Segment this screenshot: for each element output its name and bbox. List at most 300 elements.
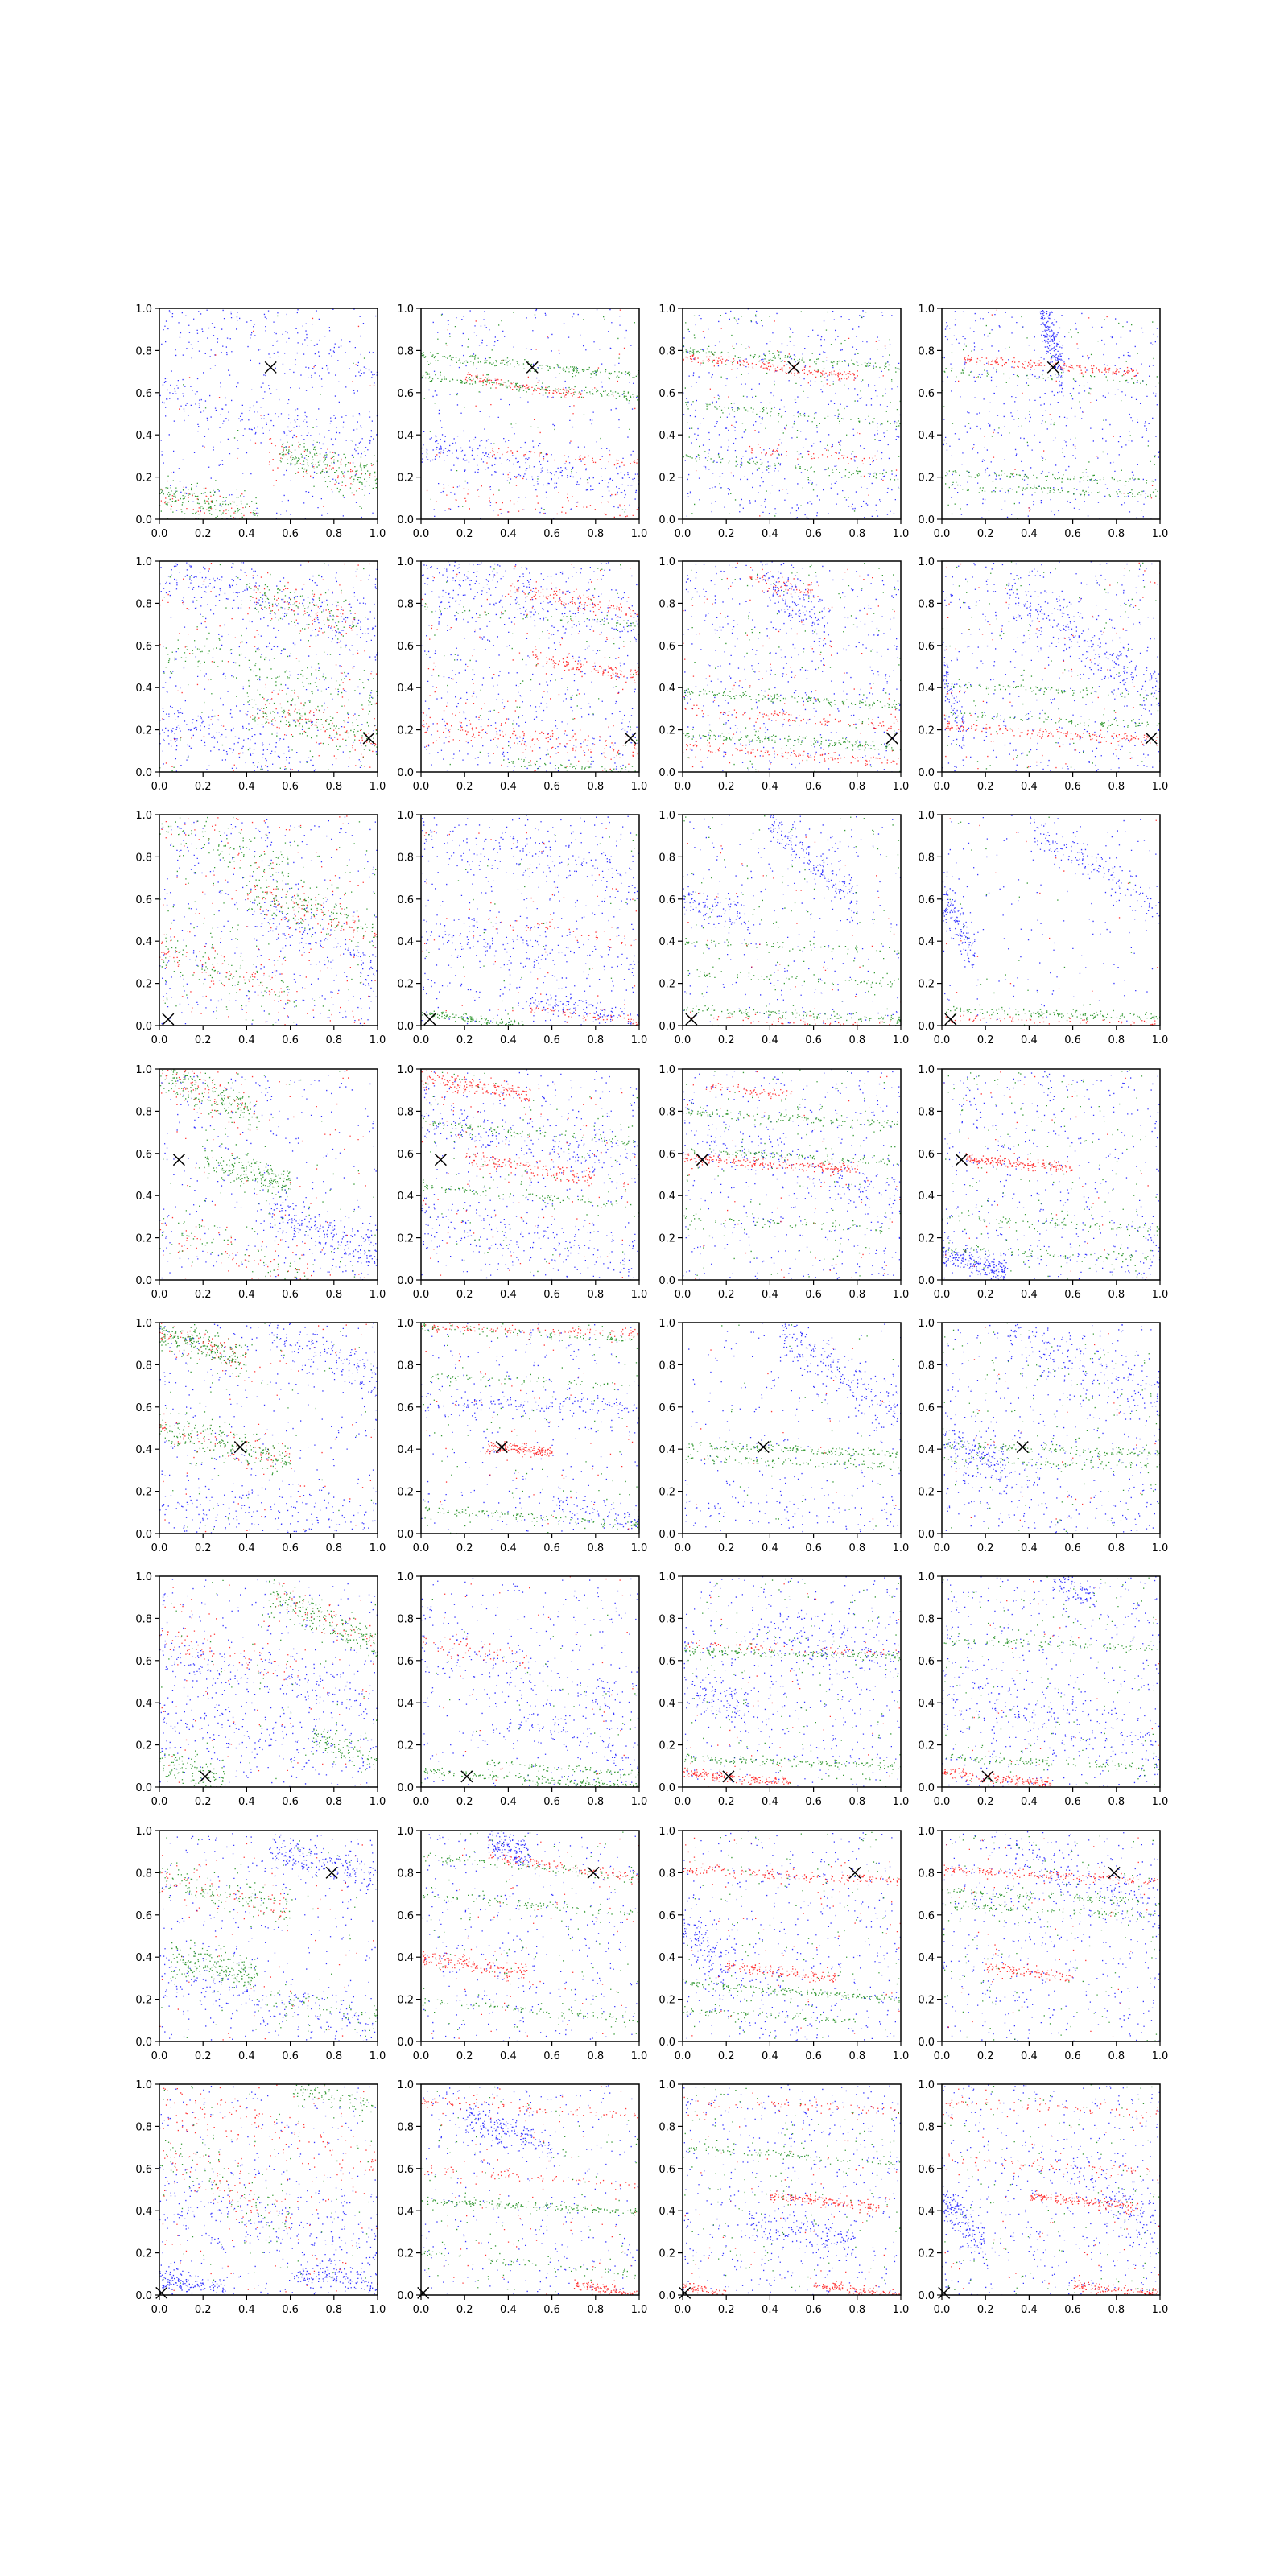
blue-point-series: [942, 1831, 1161, 2042]
y-tick-label: 0.4: [658, 936, 675, 949]
y-tick-label: 1.0: [135, 2079, 152, 2091]
y-tick-label: 0.2: [918, 978, 935, 991]
x-tick-label: 0.6: [543, 2050, 560, 2062]
y-tick-label: 0.6: [135, 1402, 152, 1414]
x-tick-label: 0.4: [500, 1542, 517, 1554]
blue-point-series: [159, 1323, 378, 1534]
y-tick-label: 0.8: [135, 1868, 152, 1880]
y-tick-label: 0.2: [918, 2248, 935, 2260]
subplot: [397, 1826, 647, 2062]
y-tick-label: 0.6: [135, 1909, 152, 1922]
axes-frame: [159, 561, 378, 772]
green-point-series: [423, 1831, 641, 2035]
x-tick-label: 0.6: [805, 1796, 822, 1808]
y-tick-label: 0.4: [397, 936, 414, 949]
x-tick-label: 0.0: [674, 2050, 691, 2062]
x-tick-label: 0.2: [456, 1542, 473, 1554]
blue-point-series: [683, 815, 901, 1026]
y-tick-label: 1.0: [658, 1318, 675, 1330]
scatter-points: [683, 561, 902, 773]
y-tick-label: 0.0: [658, 1275, 675, 1287]
subplot: [918, 2079, 1168, 2316]
x-tick-label: 0.8: [1108, 1289, 1125, 1301]
x-tick-label: 0.4: [238, 528, 255, 540]
y-tick-label: 0.0: [918, 2037, 935, 2049]
green-point-series: [943, 1576, 1161, 1785]
y-tick-label: 0.0: [397, 2037, 414, 2049]
scatter-points: [159, 309, 378, 521]
x-tick-label: 0.0: [674, 781, 691, 793]
y-tick-label: 0.2: [135, 1486, 152, 1499]
x-tick-label: 0.4: [762, 1034, 778, 1046]
green-point-series: [686, 1324, 902, 1526]
y-tick-label: 1.0: [397, 1826, 414, 1838]
y-tick-label: 0.6: [135, 894, 152, 906]
axes-frame: [683, 2084, 901, 2295]
scatter-points: [421, 1323, 640, 1534]
y-tick-label: 1.0: [918, 1318, 935, 1330]
y-tick-label: 0.8: [397, 598, 414, 611]
y-tick-label: 0.6: [397, 1909, 414, 1922]
x-tick-label: 0.4: [762, 1542, 778, 1554]
scatter-points: [159, 1833, 378, 2042]
x-tick-label: 0.4: [762, 1289, 778, 1301]
x-tick-label: 1.0: [892, 781, 910, 793]
x-tick-label: 0.6: [805, 528, 822, 540]
x-tick-label: 0.0: [412, 2050, 430, 2062]
x-tick-label: 0.0: [933, 781, 951, 793]
y-tick-label: 0.0: [658, 767, 675, 779]
green-point-series: [421, 312, 640, 513]
y-tick-label: 0.8: [918, 852, 935, 865]
axes-frame: [421, 1831, 639, 2041]
y-tick-label: 0.2: [658, 1994, 675, 2007]
x-tick-label: 0.8: [848, 1289, 866, 1301]
x-tick-label: 0.4: [238, 2050, 255, 2062]
red-point-series: [159, 1583, 374, 1785]
subplot: [918, 1826, 1168, 2062]
green-point-series: [683, 312, 902, 517]
y-tick-label: 0.8: [397, 852, 414, 865]
y-tick-label: 0.2: [135, 724, 152, 737]
x-tick-label: 0.0: [674, 1034, 691, 1046]
y-tick-label: 1.0: [658, 1064, 675, 1076]
x-tick-label: 0.2: [194, 2304, 212, 2316]
y-tick-label: 0.4: [397, 1698, 414, 1711]
y-tick-label: 0.6: [918, 894, 935, 906]
x-tick-label: 0.0: [151, 1542, 168, 1554]
x-tick-label: 0.2: [976, 1289, 994, 1301]
axes-frame: [683, 815, 901, 1026]
y-tick-label: 0.4: [918, 683, 935, 696]
y-tick-label: 0.0: [397, 767, 414, 779]
axes-frame: [421, 1576, 639, 1787]
y-tick-label: 0.4: [135, 430, 152, 443]
axes-frame: [159, 1831, 378, 2041]
axes-frame: [683, 1831, 901, 2041]
scatter-points: [421, 1576, 640, 1788]
x-marker: [326, 1867, 337, 1878]
x-marker: [588, 1867, 599, 1878]
x-tick-label: 0.6: [543, 1289, 560, 1301]
scatter-points: [683, 2084, 902, 2296]
x-tick-label: 0.4: [238, 1796, 255, 1808]
y-tick-label: 0.2: [658, 472, 675, 485]
scatter-points: [159, 561, 378, 773]
x-tick-label: 0.6: [282, 781, 299, 793]
y-tick-label: 0.2: [397, 978, 414, 991]
x-marker: [418, 2287, 429, 2298]
y-tick-label: 0.2: [658, 724, 675, 737]
x-tick-label: 0.4: [1021, 1289, 1038, 1301]
x-tick-label: 0.2: [194, 1034, 212, 1046]
y-tick-label: 0.6: [658, 1909, 675, 1922]
subplot: [658, 303, 909, 540]
x-tick-label: 0.2: [717, 781, 735, 793]
y-tick-label: 0.8: [658, 345, 675, 358]
x-tick-label: 0.0: [933, 2050, 951, 2062]
green-point-series: [942, 2084, 1159, 2295]
y-tick-label: 0.4: [135, 683, 152, 696]
x-marker: [686, 1013, 697, 1025]
y-tick-label: 0.0: [918, 514, 935, 526]
x-tick-label: 1.0: [369, 2304, 386, 2316]
axes-frame: [683, 308, 901, 519]
y-tick-label: 0.4: [918, 1952, 935, 1965]
axes-frame: [159, 1323, 378, 1534]
x-tick-label: 0.6: [805, 2050, 822, 2062]
subplot: [397, 556, 647, 793]
green-point-series: [160, 1579, 379, 1787]
green-point-series: [943, 1323, 1161, 1532]
y-tick-label: 0.6: [658, 1402, 675, 1414]
y-tick-label: 0.4: [135, 1952, 152, 1965]
y-tick-label: 1.0: [397, 556, 414, 568]
scatter-points: [683, 1576, 902, 1788]
x-tick-label: 0.0: [933, 1796, 951, 1808]
green-point-series: [421, 2087, 638, 2292]
subplot: [918, 556, 1168, 793]
y-tick-label: 0.8: [397, 1613, 414, 1626]
y-tick-label: 0.2: [135, 978, 152, 991]
blue-point-series: [421, 1578, 639, 1786]
y-tick-label: 0.2: [658, 1232, 675, 1245]
y-tick-label: 0.4: [918, 1698, 935, 1711]
y-tick-label: 1.0: [397, 1318, 414, 1330]
x-tick-label: 0.8: [587, 781, 605, 793]
x-tick-label: 0.8: [325, 1542, 343, 1554]
blue-point-series: [159, 1071, 378, 1280]
subplot: [135, 1571, 386, 1808]
x-tick-label: 0.6: [1064, 781, 1081, 793]
scatter-points: [942, 815, 1161, 1026]
x-tick-label: 0.8: [848, 781, 866, 793]
x-tick-label: 1.0: [630, 1542, 648, 1554]
y-tick-label: 0.6: [918, 1148, 935, 1161]
y-tick-label: 1.0: [918, 1571, 935, 1583]
y-tick-label: 0.6: [658, 2163, 675, 2176]
x-tick-label: 0.2: [717, 2050, 735, 2062]
y-tick-label: 1.0: [135, 303, 152, 316]
x-marker: [163, 1013, 174, 1025]
y-tick-label: 1.0: [918, 1064, 935, 1076]
scatter-points: [159, 1323, 378, 1534]
x-tick-label: 0.6: [282, 2304, 299, 2316]
x-tick-label: 0.6: [805, 1542, 822, 1554]
y-tick-label: 0.6: [397, 1148, 414, 1161]
x-marker: [758, 1442, 769, 1453]
subplot: [918, 1064, 1168, 1301]
x-tick-label: 0.6: [543, 1034, 560, 1046]
x-tick-label: 0.4: [238, 781, 255, 793]
y-tick-label: 0.8: [135, 1613, 152, 1626]
x-tick-label: 0.2: [194, 1796, 212, 1808]
y-tick-label: 0.0: [658, 514, 675, 526]
y-tick-label: 0.0: [397, 1275, 414, 1287]
y-tick-label: 0.6: [397, 387, 414, 400]
subplot: [658, 1826, 909, 2062]
x-marker: [363, 733, 374, 744]
x-tick-label: 0.0: [151, 1289, 168, 1301]
y-tick-label: 0.4: [135, 936, 152, 949]
x-tick-label: 0.4: [762, 528, 778, 540]
scatter-points: [683, 308, 902, 519]
x-tick-label: 1.0: [1151, 1542, 1169, 1554]
blue-point-series: [160, 1833, 378, 2042]
x-tick-label: 1.0: [630, 2304, 648, 2316]
subplot: [658, 1571, 909, 1808]
y-tick-label: 0.6: [658, 1655, 675, 1668]
y-tick-label: 0.4: [397, 683, 414, 696]
x-tick-label: 0.6: [282, 2050, 299, 2062]
y-tick-label: 0.4: [135, 2206, 152, 2219]
scatter-points: [422, 1831, 640, 2041]
x-tick-label: 0.8: [1108, 781, 1125, 793]
scatter-points: [159, 1579, 378, 1788]
x-tick-label: 0.2: [976, 2304, 994, 2316]
blue-point-series: [942, 1576, 1161, 1788]
y-tick-label: 0.0: [658, 2037, 675, 2049]
x-tick-label: 0.8: [325, 1289, 343, 1301]
x-tick-label: 0.8: [587, 1289, 605, 1301]
subplot: [135, 1318, 386, 1554]
y-tick-label: 0.0: [918, 2290, 935, 2302]
y-tick-label: 0.8: [135, 598, 152, 611]
blue-point-series: [683, 308, 901, 519]
y-tick-label: 0.6: [397, 1655, 414, 1668]
x-tick-label: 0.4: [238, 1289, 255, 1301]
blue-point-series: [683, 1831, 901, 2041]
y-tick-label: 0.4: [918, 2206, 935, 2219]
y-tick-label: 0.6: [918, 1402, 935, 1414]
y-tick-label: 0.4: [918, 430, 935, 443]
y-tick-label: 0.2: [397, 2248, 414, 2260]
blue-point-series: [423, 1831, 640, 2041]
y-tick-label: 0.2: [397, 724, 414, 737]
y-tick-label: 0.8: [918, 1613, 935, 1626]
blue-point-series: [159, 562, 378, 773]
x-marker: [886, 733, 898, 744]
y-tick-label: 0.0: [135, 1782, 152, 1794]
x-tick-label: 0.6: [543, 528, 560, 540]
red-point-series: [683, 1071, 901, 1279]
x-tick-label: 0.2: [976, 528, 994, 540]
subplot: [658, 556, 909, 793]
x-tick-label: 0.4: [1021, 2050, 1038, 2062]
x-tick-label: 0.4: [500, 1034, 517, 1046]
x-marker: [945, 1013, 956, 1025]
x-tick-label: 0.8: [587, 2050, 605, 2062]
y-tick-label: 1.0: [658, 1571, 675, 1583]
red-point-series: [159, 561, 377, 772]
y-tick-label: 0.0: [658, 1529, 675, 1541]
x-tick-label: 0.8: [848, 1796, 866, 1808]
x-tick-label: 0.6: [543, 1542, 560, 1554]
blue-point-series: [421, 2085, 638, 2294]
x-tick-label: 0.8: [325, 528, 343, 540]
x-tick-label: 0.4: [500, 528, 517, 540]
x-tick-label: 0.8: [325, 1034, 343, 1046]
y-tick-label: 0.0: [135, 1529, 152, 1541]
y-tick-label: 0.2: [397, 1740, 414, 1752]
y-tick-label: 0.4: [918, 1444, 935, 1457]
x-tick-label: 0.6: [805, 2304, 822, 2316]
red-point-series: [161, 318, 379, 519]
green-point-series: [159, 1323, 372, 1530]
x-tick-label: 0.6: [1064, 2050, 1081, 2062]
y-tick-label: 0.0: [135, 1021, 152, 1033]
y-tick-label: 0.0: [397, 1782, 414, 1794]
subplot: [658, 1064, 909, 1301]
scatter-points: [421, 561, 640, 773]
x-marker: [173, 1154, 184, 1166]
x-tick-label: 0.2: [194, 1289, 212, 1301]
x-tick-label: 0.6: [1064, 1796, 1081, 1808]
y-tick-label: 0.2: [135, 472, 152, 485]
x-tick-label: 1.0: [369, 1542, 386, 1554]
y-tick-label: 1.0: [135, 556, 152, 568]
x-tick-label: 1.0: [369, 781, 386, 793]
subplot: [658, 1318, 909, 1554]
subplot: [918, 1318, 1168, 1554]
x-tick-label: 0.4: [762, 1796, 778, 1808]
y-tick-label: 1.0: [397, 1064, 414, 1076]
y-tick-label: 0.6: [658, 640, 675, 653]
y-tick-label: 0.6: [397, 2163, 414, 2176]
y-tick-label: 0.2: [397, 1232, 414, 1245]
green-point-series: [422, 834, 637, 1026]
x-marker: [526, 361, 538, 373]
y-tick-label: 0.8: [397, 1106, 414, 1119]
scatter-points: [421, 309, 640, 520]
subplot: [658, 2079, 909, 2316]
y-tick-label: 0.2: [918, 1486, 935, 1499]
blue-point-series: [159, 2084, 378, 2296]
y-tick-label: 0.4: [397, 430, 414, 443]
x-tick-label: 0.8: [1108, 2304, 1125, 2316]
y-tick-label: 0.0: [397, 2290, 414, 2302]
scatter-points: [421, 1069, 640, 1281]
axes-frame: [942, 1323, 1160, 1534]
axes-frame: [159, 2084, 378, 2295]
x-marker: [1047, 361, 1059, 373]
x-marker: [679, 2287, 691, 2298]
x-marker: [200, 1771, 211, 1782]
x-tick-label: 0.4: [1021, 528, 1038, 540]
scatter-points: [942, 1831, 1161, 2042]
red-point-series: [946, 818, 1162, 1026]
x-tick-label: 0.0: [151, 781, 168, 793]
red-point-series: [422, 564, 641, 771]
x-tick-label: 0.8: [848, 2304, 866, 2316]
y-tick-label: 1.0: [397, 2079, 414, 2091]
x-tick-label: 1.0: [369, 528, 386, 540]
x-tick-label: 0.0: [151, 2050, 168, 2062]
x-tick-label: 0.2: [717, 1034, 735, 1046]
red-point-series: [422, 2086, 641, 2296]
y-tick-label: 0.6: [135, 1148, 152, 1161]
x-tick-label: 0.2: [456, 1034, 473, 1046]
scatter-points: [683, 815, 902, 1026]
x-tick-label: 0.8: [587, 1796, 605, 1808]
scatter-points: [421, 2085, 640, 2296]
scatter-points: [942, 310, 1161, 520]
subplot: [658, 810, 909, 1046]
green-point-series: [684, 1579, 901, 1787]
subplot: [135, 556, 386, 793]
x-tick-label: 0.6: [1064, 2304, 1081, 2316]
y-tick-label: 0.2: [397, 1994, 414, 2007]
y-tick-label: 0.2: [918, 724, 935, 737]
x-tick-label: 0.0: [412, 528, 430, 540]
y-tick-label: 0.2: [135, 2248, 152, 2260]
x-tick-label: 0.4: [1021, 781, 1038, 793]
scatter-points: [159, 1070, 378, 1281]
x-tick-label: 0.4: [1021, 1034, 1038, 1046]
x-tick-label: 0.0: [674, 528, 691, 540]
x-tick-label: 1.0: [892, 1034, 910, 1046]
red-point-series: [423, 828, 640, 1026]
blue-point-series: [421, 815, 640, 1026]
y-tick-label: 0.0: [658, 1782, 675, 1794]
y-tick-label: 0.8: [918, 1868, 935, 1880]
x-tick-label: 0.8: [587, 2304, 605, 2316]
subplot: [397, 1064, 647, 1301]
x-marker: [424, 1013, 436, 1025]
x-tick-label: 1.0: [630, 1796, 648, 1808]
green-point-series: [683, 563, 902, 773]
y-tick-label: 1.0: [918, 2079, 935, 2091]
scatter-points: [685, 1323, 902, 1532]
x-tick-label: 0.2: [717, 1542, 735, 1554]
y-tick-label: 0.0: [135, 514, 152, 526]
axes-frame: [683, 1069, 901, 1280]
scatter-points: [421, 815, 640, 1026]
x-tick-label: 0.6: [1064, 1034, 1081, 1046]
axes-frame: [942, 815, 1160, 1026]
green-point-series: [159, 1837, 378, 2038]
subplot: [918, 1571, 1168, 1808]
x-marker: [265, 361, 276, 373]
y-tick-label: 1.0: [135, 810, 152, 822]
y-tick-label: 0.8: [397, 1360, 414, 1373]
y-tick-label: 0.4: [397, 1952, 414, 1965]
x-tick-label: 0.2: [456, 528, 473, 540]
x-tick-label: 0.8: [325, 1796, 343, 1808]
y-tick-label: 0.6: [658, 894, 675, 906]
x-tick-label: 0.0: [412, 1034, 430, 1046]
y-tick-label: 0.4: [658, 1191, 675, 1203]
